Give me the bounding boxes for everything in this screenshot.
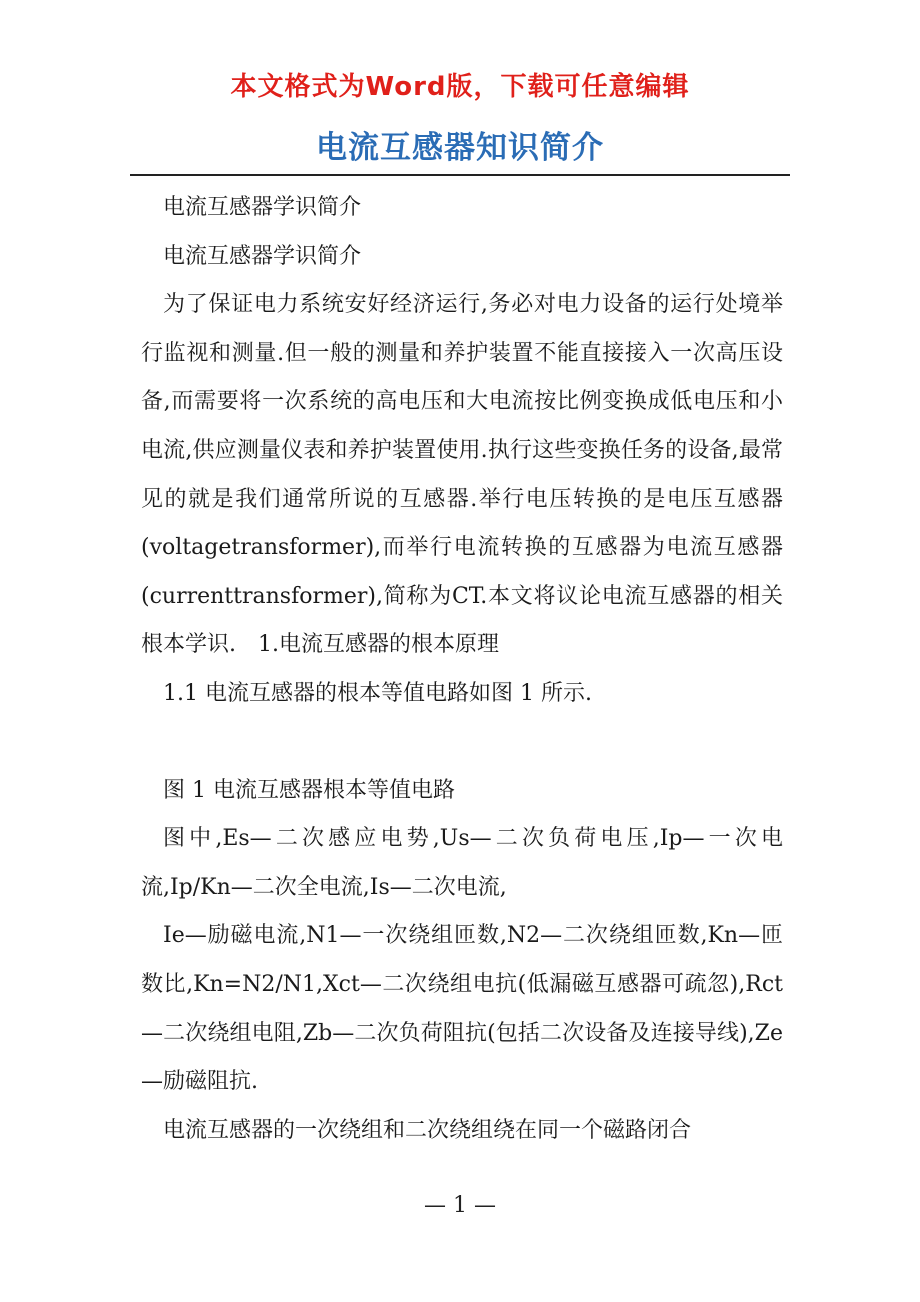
download-banner: 本文格式为Word版，下载可任意编辑	[230, 72, 690, 102]
document-body	[141, 184, 783, 1155]
paragraph-heading-1: 电流互感器学识简介	[163, 195, 362, 220]
figure-caption: 图 1 电流互感器根本等值电路	[163, 777, 455, 803]
paragraph-intro: 为了保证电力系统安好经济运行,务必对电力设备的运行处境举行监视和测量.但一般的测量和养护装置不能直接接入一次高压设备,而需要将一次系统的高电压和大电流按比例变换成低电压和小电流,供应测量仪表和养护装置使用.执行这些变换任务的设备,最常见的就是我们通常所说的互感器.举行电压转换的是电压互感器(voltagetransformer),而举行电流转换的互感器为电流互感器(currenttransformer),简称为CT.本文将议论电流互感器的相关根本学识. 1.电流互感器的根本原理	[141, 292, 783, 658]
paragraph-section-1-1: 1.1 电流互感器的根本等值电路如图 1 所示.	[163, 680, 592, 706]
paragraph-closing: 电流互感器的一次绕组和二次绕组绕在同一个磁路闭合	[163, 1117, 692, 1143]
paragraph-heading-2: 电流互感器学识简介	[163, 243, 362, 269]
page-title: 电流互感器知识简介	[316, 130, 604, 166]
title-divider	[130, 174, 790, 176]
paragraph-legend-2: Ie—励磁电流,N1—一次绕组匝数,N2—二次绕组匝数,Kn—匝数比,Kn=N2/N1,Xct—二次绕组电抗(低漏磁互感器可疏忽),Rct—二次绕组电阻,Zb—二次负荷阻抗(包括二次设备及连接导线),Ze—励磁阻抗.	[141, 923, 783, 1095]
figure-placeholder	[141, 719, 783, 767]
page-number: — 1 —	[424, 1193, 496, 1218]
paragraph-legend-1: 图中,Es—二次感应电势,Us—二次负荷电压,Ip—一次电流,Ip/Kn—二次全电流,Is—二次电流,	[141, 826, 783, 900]
